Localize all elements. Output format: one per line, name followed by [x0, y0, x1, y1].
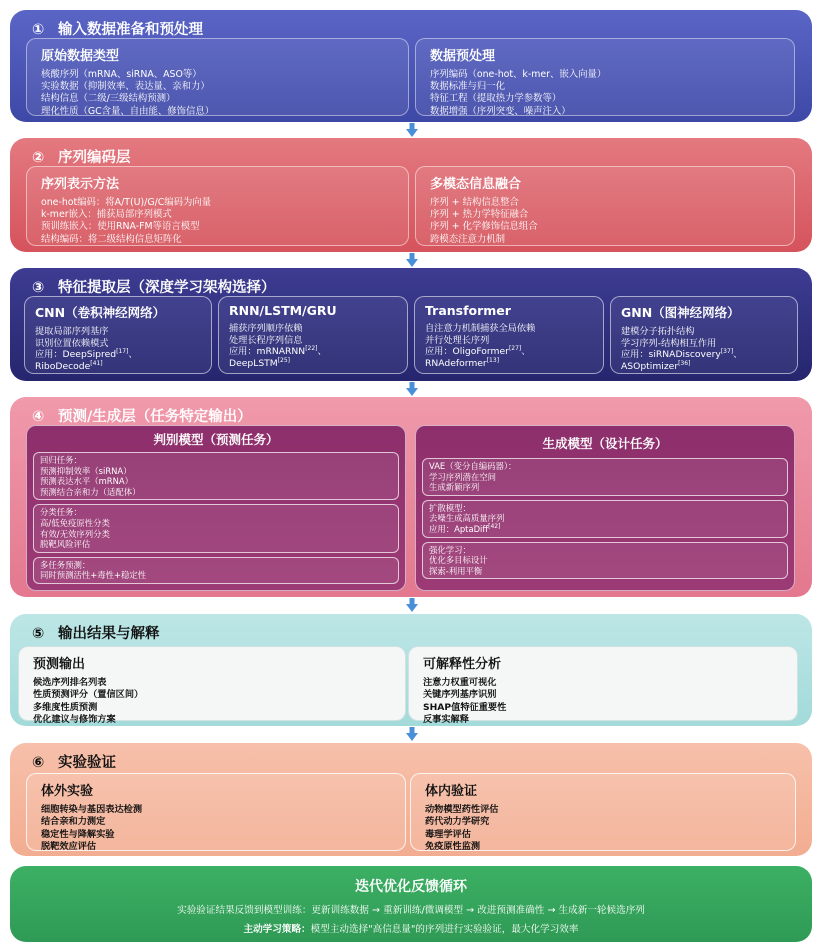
box-line: 探索-利用平衡	[429, 565, 483, 576]
application-line: 应用：mRNARNN[22]、	[229, 345, 327, 358]
panel-line: 关键序列基序识别	[423, 689, 497, 701]
section-title	[32, 622, 160, 643]
box-line: 脱靶风险评估	[40, 539, 91, 550]
box-line: 应用：AptaDiff[42]	[429, 523, 501, 534]
box-line: 高/低免疫原性分类	[40, 517, 110, 528]
down-arrow-icon	[406, 598, 418, 612]
panel-line: 结合亲和力测定	[41, 816, 106, 828]
panel-rnn	[218, 296, 408, 374]
panel-gnn	[610, 296, 798, 374]
panel-in-vivo	[410, 773, 796, 851]
panel-raw-data-types	[26, 38, 409, 116]
box-line: VAE（变分自编码器）：	[429, 461, 517, 471]
section-title	[32, 276, 276, 297]
section-feedback-loop	[10, 866, 812, 942]
application-line: 应用：siRNADiscovery[37]、	[621, 348, 743, 361]
step-number: ④	[32, 409, 45, 425]
panel-line: 稳定性与降解实验	[41, 828, 115, 840]
diffusion-box	[422, 500, 788, 538]
box-line: 预测结合亲和力（适配体）	[40, 486, 141, 497]
application-line: DeepLSTM[25]	[229, 356, 291, 369]
regression-task-box	[33, 452, 399, 500]
box-line: 扩散模型：	[429, 502, 471, 513]
box-line: 同时预测活性+毒性+稳定性	[40, 570, 147, 581]
panel-line: 特征工程（提取热力学参数等）	[430, 93, 562, 105]
panel-title: 可解释性分析	[423, 657, 502, 672]
panel-line: 注意力权重可视化	[423, 677, 497, 688]
application-line: ASOptimizer[36]	[621, 359, 691, 372]
panel-line: 建模分子拓扑结构	[621, 326, 695, 337]
section-prediction-generation	[10, 397, 812, 597]
step-number: ③	[32, 280, 45, 296]
panel-line: 脱靶效应评估	[41, 841, 97, 853]
section-experimental-validation	[10, 743, 812, 856]
section-title-text: 特征提取层（深度学习架构选择）	[58, 280, 276, 296]
step-number: ⑤	[32, 626, 45, 642]
section-input-data	[10, 10, 812, 122]
box-line: 去噪生成高质量序列	[429, 513, 505, 524]
panel-line: 实验数据（抑制效率、表达量、亲和力）	[41, 81, 210, 93]
panel-line: 序列 + 热力学特征融合	[430, 209, 529, 221]
panel-title: 数据预处理	[430, 49, 496, 64]
panel-title: CNN（卷积神经网络）	[35, 305, 166, 320]
panel-line: 序列 + 化学修饰信息组合	[430, 221, 538, 233]
panel-line: 性质预测评分（置信区间）	[33, 689, 144, 701]
box-line: 多任务预测：	[40, 559, 91, 570]
section-title-text: 预测/生成层（任务特定输出）	[58, 409, 252, 425]
box-line: 优化多目标设计	[429, 555, 488, 566]
section-sequence-encoding	[10, 138, 812, 252]
panel-line: k-mer嵌入：捕获局部序列模式	[41, 209, 172, 221]
panel-line: 序列编码（one-hot、k-mer、嵌入向量）	[430, 69, 607, 80]
down-arrow-icon	[406, 123, 418, 137]
panel-line: 数据标准与归一化	[430, 81, 506, 93]
panel-line: 结构编码：将二级结构信息矩阵化	[41, 233, 182, 245]
box-line: 分类任务：	[40, 507, 82, 518]
panel-title: 判别模型（预测任务）	[153, 432, 279, 447]
panel-multimodal-fusion	[415, 166, 795, 246]
panel-line: 理化性质（GC含量、自由能、修饰信息）	[41, 105, 215, 117]
panel-in-vitro	[26, 773, 406, 851]
panel-line: 反事实解释	[423, 714, 469, 726]
panel-line: 优化建议与修饰方案	[33, 714, 116, 726]
panel-line: 候选序列排名列表	[33, 677, 107, 688]
panel-title: 生成模型（设计任务）	[542, 436, 668, 451]
footer-line-active-learning: 主动学习策略：模型主动选择"高信息量"的序列进行实验验证，最大化学习效率	[243, 924, 579, 935]
down-arrow-icon	[406, 727, 418, 741]
panel-line: 提取局部序列基序	[35, 326, 109, 337]
classification-task-box	[33, 504, 399, 552]
panel-line: 毒理学评估	[425, 828, 471, 840]
section-output-interpretation	[10, 614, 812, 726]
section-feature-extraction	[10, 268, 812, 381]
panel-line: 多维度性质预测	[33, 701, 98, 713]
step-number: ①	[32, 22, 45, 38]
panel-line: 学习序列-结构相互作用	[621, 337, 717, 349]
panel-title: 预测输出	[33, 657, 86, 672]
panel-line: 跨模态注意力机制	[430, 233, 506, 245]
panel-line: 自注意力机制捕获全局依赖	[425, 323, 536, 334]
panel-preprocessing	[415, 38, 795, 116]
panel-line: SHAP值特征重要性	[423, 701, 507, 713]
application-line: 应用：OligoFormer[27]、	[425, 345, 531, 358]
panel-line: 识别位置依赖模式	[35, 337, 109, 349]
box-line: 生成新颖序列	[429, 482, 480, 493]
panel-title: 体内验证	[425, 784, 478, 799]
panel-title: 体外实验	[41, 784, 94, 799]
panel-line: 结构信息（二级/三级结构预测）	[41, 93, 176, 105]
panel-generative-models	[415, 425, 795, 591]
application-line: 应用：DeepSipred[17]、	[35, 348, 138, 361]
section-title	[32, 18, 203, 39]
panel-title: GNN（图神经网络）	[621, 305, 740, 320]
down-arrow-icon	[406, 382, 418, 396]
section-title	[32, 405, 252, 426]
panel-line: 细胞转染与基因表达检测	[41, 804, 143, 815]
section-title-text: 序列编码层	[58, 150, 131, 166]
application-line: RNAdeformer[13]	[425, 356, 500, 369]
box-line: 学习序列潜在空间	[429, 471, 496, 482]
box-line: 预测表达水平（mRNA）	[40, 476, 133, 487]
panel-line: 序列 + 结构信息整合	[430, 197, 519, 208]
down-arrow-icon	[406, 253, 418, 267]
panel-line: 并行处理长序列	[425, 334, 490, 346]
step-number: ②	[32, 150, 45, 166]
panel-title: 序列表示方法	[41, 177, 120, 192]
panel-cnn	[24, 296, 212, 374]
panel-line: 处理长程序列信息	[229, 334, 303, 346]
panel-line: 药代动力学研究	[425, 816, 490, 828]
vae-box	[422, 458, 788, 496]
footer-title: 迭代优化反馈循环	[355, 879, 467, 895]
section-title-text: 输出结果与解释	[58, 626, 160, 642]
box-line: 强化学习：	[429, 544, 471, 555]
step-number: ⑥	[32, 755, 45, 771]
panel-transformer	[414, 296, 604, 374]
panel-title: RNN/LSTM/GRU	[229, 303, 337, 318]
footer-line: 实验验证结果反馈到模型训练：更新训练数据 → 重新训练/微调模型 → 改进预测准确性 → 生成新一轮候选序列	[177, 905, 645, 916]
box-line: 有效/无效序列分类	[40, 528, 110, 539]
panel-line: 核酸序列（mRNA、siRNA、ASO等）	[41, 69, 202, 80]
panel-title: 多模态信息融合	[430, 177, 522, 192]
panel-line: one-hot编码：将A/T(U)/G/C编码为向量	[41, 197, 212, 208]
panel-discriminative-models	[26, 425, 406, 591]
panel-line: 动物模型药性评估	[425, 804, 499, 815]
reinforcement-learning-box	[422, 542, 788, 580]
section-title	[32, 146, 131, 167]
box-line: 回归任务：	[40, 455, 82, 465]
section-title-text: 输入数据准备和预处理	[58, 22, 203, 38]
panel-interpretability	[408, 646, 798, 726]
panel-prediction-output	[18, 646, 406, 726]
application-line: RiboDecode[41]	[35, 359, 103, 372]
panel-line: 数据增强（序列突变、噪声注入）	[430, 105, 571, 117]
section-title-text: 实验验证	[58, 755, 116, 771]
panel-title: 原始数据类型	[41, 49, 120, 64]
panel-title: Transformer	[425, 303, 511, 318]
multitask-box	[33, 557, 399, 584]
section-title	[32, 751, 116, 772]
panel-representation-methods	[26, 166, 409, 246]
panel-line: 预训练嵌入：使用RNA-FM等语言模型	[41, 221, 200, 233]
panel-line: 捕获序列顺序依赖	[229, 323, 303, 334]
panel-line: 免疫原性监测	[425, 841, 481, 853]
box-line: 预测抑制效率（siRNA）	[40, 465, 132, 476]
